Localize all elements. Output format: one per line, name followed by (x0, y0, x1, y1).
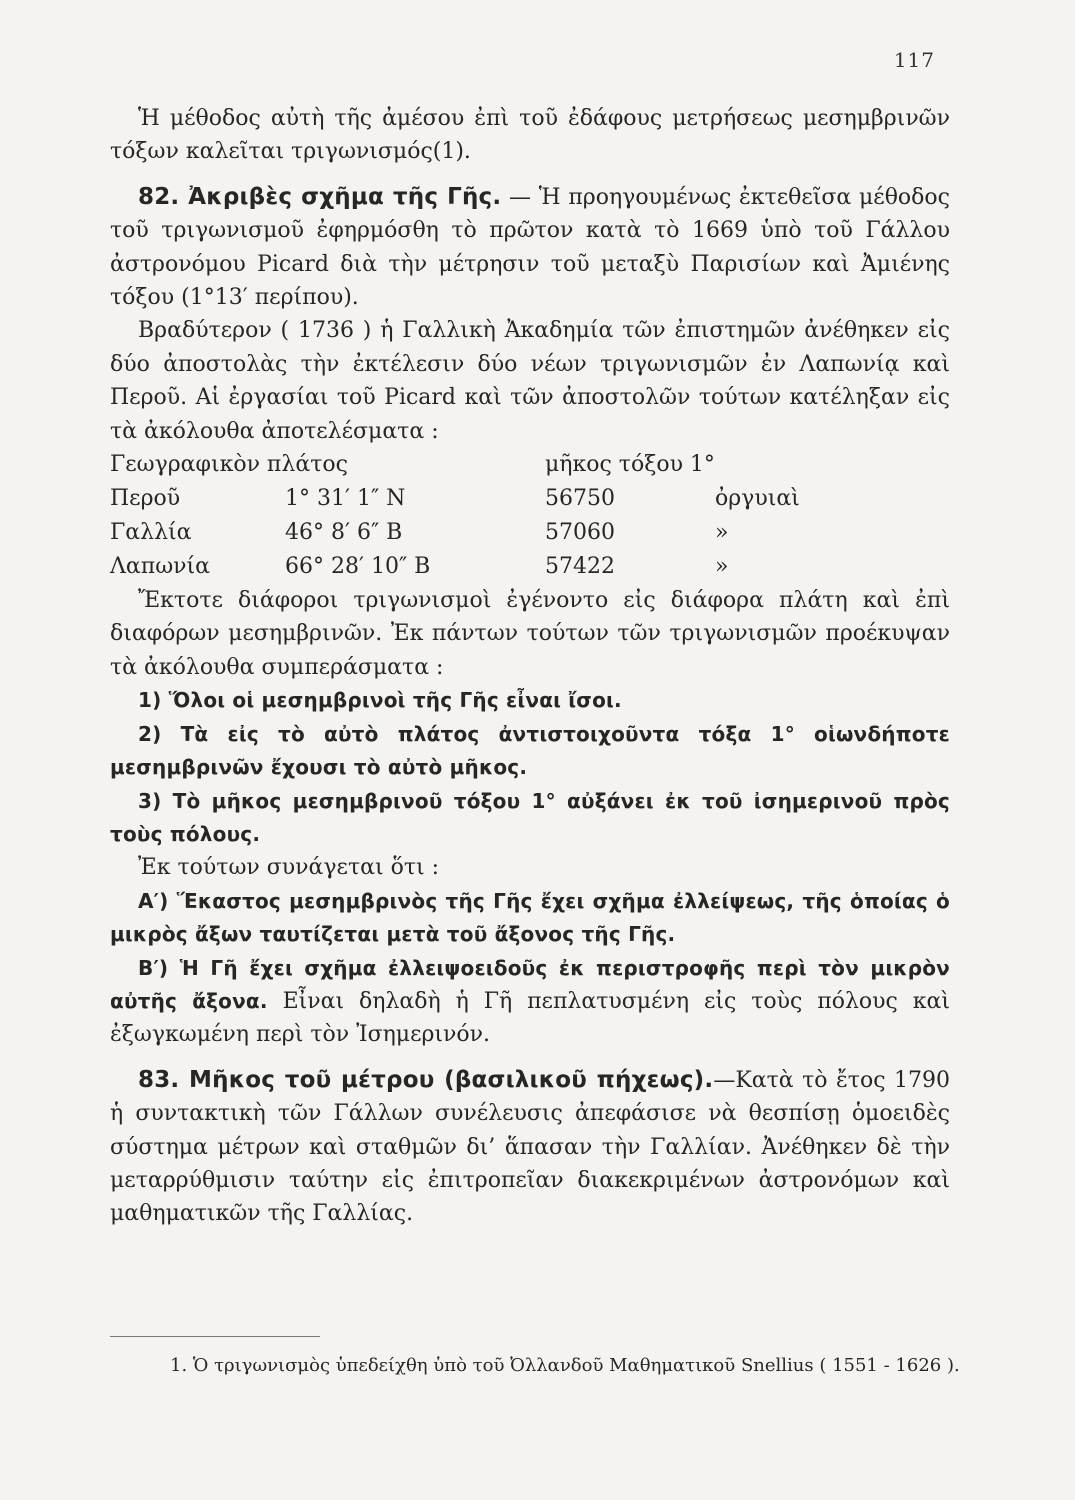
table-header-row (110, 448, 950, 482)
row-place: Γαλλία (110, 520, 192, 546)
section-83-heading: 83. Μῆκος τοῦ μέτρου (βασιλικοῦ πήχεως). (138, 1066, 714, 1093)
row-length: 57060 (545, 520, 615, 546)
table-row (110, 516, 950, 550)
section-82-heading: 82. Ἀκριβὲς σχῆμα τῆς Γῆς. (138, 183, 502, 210)
page-number: 117 (893, 48, 935, 72)
section-83-paragraph (110, 1064, 950, 1231)
section-82-paragraph-4: Ἐκ τούτων συνάγεται ὅτι : (138, 855, 440, 881)
footnote (110, 1352, 960, 1380)
row-latitude: 66° 28′ 10″ B (285, 554, 431, 580)
conclusion-b: Β′) Ἡ Γῆ ἔχει σχῆμα ἐλλειψοειδοῦς ἐκ περιστροφῆς περὶ τὸν μικρὸν αὐτῆς ἄξονα. (110, 955, 950, 1013)
conclusion-1: 1) Ὅλοι οἱ μεσημβρινοὶ τῆς Γῆς εἶναι ἴσοι. (138, 688, 622, 713)
section-83-text: —Κατὰ τὸ ἔτος 1790 ἡ συντακτικὴ τῶν Γάλλων συνέλευσις ἀπεφάσισε νὰ θεσπίσῃ ὁμοειδὲς σύστημα μέτρων καὶ σταθμῶν δι’ ἅπασαν τὴν Γαλλίαν. Ἀνέθηκεν δὲ τὴν μεταρρύθμισιν ταύτην εἰς ἐπιτροπεῖαν διακεκριμένων ἀστρονόμων καὶ μαθηματικῶν τῆς Γαλλίας. (110, 1067, 950, 1227)
section-82-paragraph-2: Βραδύτερον ( 1736 ) ἡ Γαλλικὴ Ἀκαδημία τῶν ἐπιστημῶν ἀνέθηκεν εἰς δύο ἀποστολὰς τὴν ἐκτέλεσιν δύο νέων τριγωνισμῶν ἐν Λαπωνίᾳ καὶ Περοῦ. Αἱ ἐργασίαι τοῦ Picard καὶ τῶν ἀποστολῶν τούτων κατέληξαν εἰς τὰ ἀκόλουθα ἀποτελέσματα : (110, 318, 950, 444)
row-length: 57422 (545, 554, 615, 580)
table-row (110, 550, 950, 584)
footnote-ref: (1). (432, 139, 471, 165)
footnote-divider (110, 1336, 320, 1337)
row-unit: » (715, 554, 729, 580)
conclusion-a: Α′) Ἕκαστος μεσημβρινὸς τῆς Γῆς ἔχει σχῆμα ἐλλείψεως, τῆς ὁποίας ὁ μικρὸς ἄξων ταυτίζεται μετὰ τοῦ ἄξονος τῆς Γῆς. (110, 888, 950, 947)
footnote-text: 1. Ὁ τριγωνισμὸς ὑπεδείχθη ὑπὸ τοῦ Ὀλλανδοῦ Μαθηματικοῦ Snellius ( 1551 - 1626 ). (170, 1355, 960, 1376)
intro-text: Ἡ μέθοδος αὐτὴ τῆς ἀμέσου ἐπὶ τοῦ ἐδάφους μετρήσεως μεσημβρινῶν τόξων καλεῖται τριγωνισμός (110, 106, 950, 165)
conclusion-b-paragraph (110, 952, 950, 1052)
conclusion-b-text: Εἶναι δηλαδὴ ἡ Γῆ πεπλατυσμένη εἰς τοὺς πόλους καὶ ἐξωγκωμένη περὶ τὸν Ἰσημερινόν. (110, 988, 950, 1048)
row-unit: » (715, 520, 729, 546)
row-unit: ὀργυιαὶ (715, 486, 800, 512)
section-82-text: — Ἡ προηγουμένως ἐκτεθεῖσα μέθοδος τοῦ τριγωνισμοῦ ἐφηρμόσθη τὸ πρῶτον κατὰ τὸ 1669 ὑπὸ τοῦ Γάλλου ἀστρονόμου Picard διὰ τὴν μέτρησιν τοῦ μεταξὺ Παρισίων καὶ Ἀμιένης τόξου (1°13′ περίπου). (110, 184, 950, 311)
row-place: Λαπωνία (110, 554, 210, 580)
section-82-paragraph (110, 181, 950, 315)
header-latitude: Γεωγραφικὸν πλάτος (110, 452, 348, 478)
page-body (110, 102, 950, 1231)
row-latitude: 46° 8′ 6″ B (285, 520, 403, 546)
intro-paragraph (110, 102, 950, 169)
section-82-paragraph-3: Ἔκτοτε διάφοροι τριγωνισμοὶ ἐγένοντο εἰς διάφορα πλάτη καὶ ἐπὶ διαφόρων μεσημβρινῶν. Ἐκ πάντων τούτων τῶν τριγωνισμῶν προέκυψαν τὰ ἀκόλουθα συμπεράσματα : (110, 588, 950, 680)
arc-length-table (110, 448, 950, 584)
conclusion-3: 3) Τὸ μῆκος μεσημβρινοῦ τόξου 1° αὐξάνει ἐκ τοῦ ἰσημερινοῦ πρὸς τοὺς πόλους. (110, 788, 950, 846)
row-place: Περοῦ (110, 486, 181, 512)
row-latitude: 1° 31′ 1″ N (285, 486, 406, 512)
header-arc-length: μῆκος τόξου 1° (545, 452, 715, 478)
row-length: 56750 (545, 486, 615, 512)
conclusion-2: 2) Τὰ εἰς τὸ αὐτὸ πλάτος ἀντιστοιχοῦντα τόξα 1° οἱωνδήποτε μεσημβρινῶν ἔχουσι τὸ αὐτὸ μῆκος. (110, 721, 950, 780)
table-row (110, 482, 950, 516)
